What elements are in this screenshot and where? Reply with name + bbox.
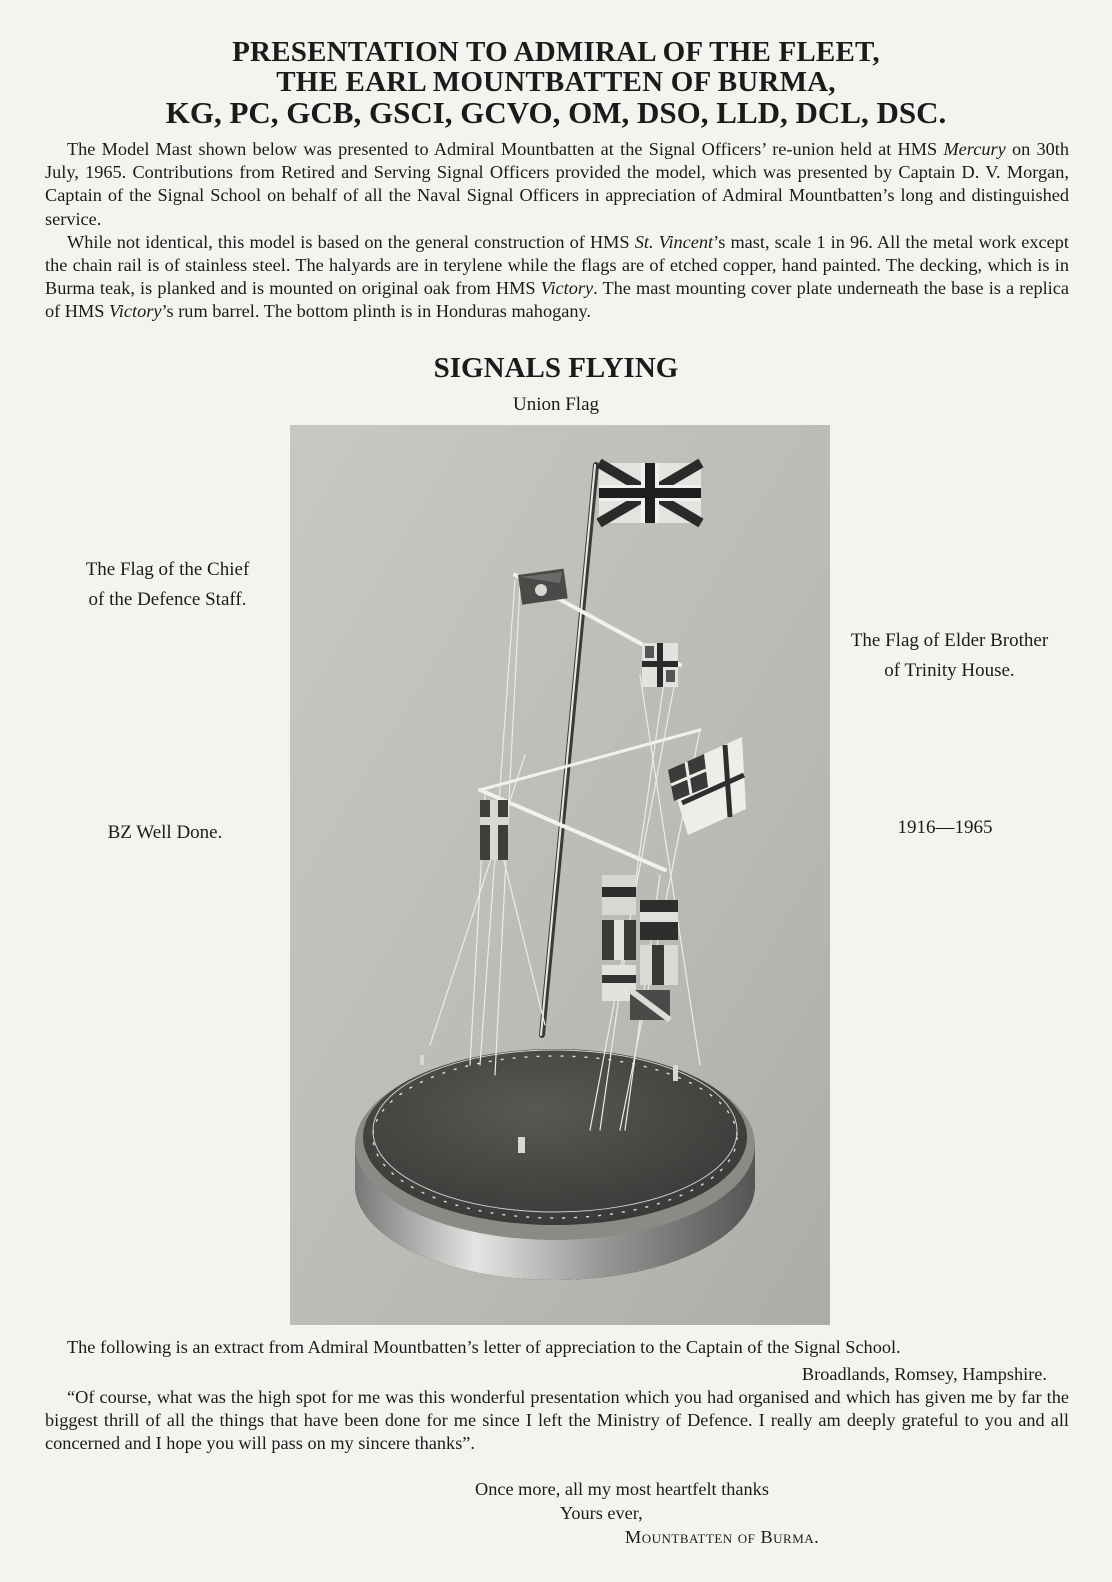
intro-p1-text-a: The Model Mast shown below was presented to Admiral Mountbatten at the Signal Officers’ re-union held at HMS — [67, 139, 944, 159]
ship-name-victory-2: Victory — [109, 301, 162, 322]
union-flag-graphic — [599, 463, 701, 523]
intro-p1-text-b: on 30th July, 1965. Contributions from Retired and Serving Signal Officers provided the model, which was presented by Captain D. V. Morgan, Captain of the Signal School on behalf of all the Naval Signal Officers in appreciation of Admiral Mountbatten’s long and distinguished service. — [45, 139, 1069, 229]
caption-bz-well-done: BZ Well Done. — [107, 822, 223, 843]
letter-extract — [45, 1336, 1069, 1455]
model-mast-photo — [290, 425, 830, 1325]
title-line-honours: KG, PC, GCB, GSCI, GCVO, OM, DSO, LLD, DCL, DSC. — [165, 95, 947, 131]
intro-p2-text-a: While not identical, this model is based on the general construction of HMS — [67, 231, 635, 252]
caption-defence-staff-flag — [50, 555, 285, 615]
intro-p2-text-c: . The mast mounting cover plate underneath the base is a replica of HMS — [45, 278, 1069, 322]
letter-quote: “Of course, what was the high spot for me was this wonderful presentation which you had organised and which has given me by far the biggest thrill of all the things that have been done for me since I left the Ministry of Defence. I really am deeply grateful to you and all concerned and I hope you will pass on my sincere thanks”. — [45, 1387, 1069, 1453]
defence-staff-flag-graphic — [518, 569, 568, 605]
intro-p2-text-d: ’s rum barrel. The bottom plinth is in Honduras mahogany. — [161, 301, 591, 322]
caption-cds-line-1: The Flag of the Chief — [85, 559, 250, 580]
trinity-house-flag-graphic — [642, 643, 678, 687]
caption-elder-line-2: of Trinity House. — [884, 660, 1015, 681]
caption-cds-line-2: of the Defence Staff. — [88, 589, 247, 610]
caption-elder-line-1: The Flag of Elder Brother — [850, 630, 1049, 651]
letter-address: Broadlands, Romsey, Hampshire. — [801, 1364, 1047, 1384]
mast-base — [355, 1049, 755, 1280]
bz-signal-flags-graphic — [480, 800, 508, 860]
title-line-1: PRESENTATION TO ADMIRAL OF THE FLEET, — [232, 36, 880, 68]
caption-union-flag: Union Flag — [512, 394, 600, 415]
letter-valediction: Yours ever, — [560, 1503, 643, 1523]
title-line-2: THE EARL MOUNTBATTEN OF BURMA, — [276, 65, 836, 98]
intro-paragraph-2 — [45, 231, 1069, 324]
ship-name-st-vincent: St. Vincent — [634, 231, 714, 252]
extract-intro: The following is an extract from Admiral Mountbatten’s letter of appreciation to the Captain of the Signal School. — [67, 1337, 901, 1357]
section-title: SIGNALS FLYING — [433, 352, 679, 384]
caption-trinity-house-flag — [827, 626, 1072, 686]
letter-closing: Once more, all my most heartfelt thanks — [475, 1479, 769, 1499]
intro-p2-text-b: ’s mast, scale 1 in 96. All the metal work except the chain rail is of stainless steel. The halyards are in terylene while the flags are of etched copper, hand painted. The decking, which is in Burma teak, is planked and is mounted on original oak from HMS — [45, 231, 1070, 299]
intro-paragraph-1 — [45, 138, 1069, 231]
caption-years: 1916—1965 — [897, 817, 993, 838]
ship-name-mercury: Mercury — [943, 139, 1006, 159]
ship-name-victory: Victory — [540, 278, 594, 299]
letter-signature: Mountbatten of Burma. — [625, 1527, 820, 1547]
page-title — [40, 38, 1072, 129]
intro-text — [45, 138, 1069, 324]
